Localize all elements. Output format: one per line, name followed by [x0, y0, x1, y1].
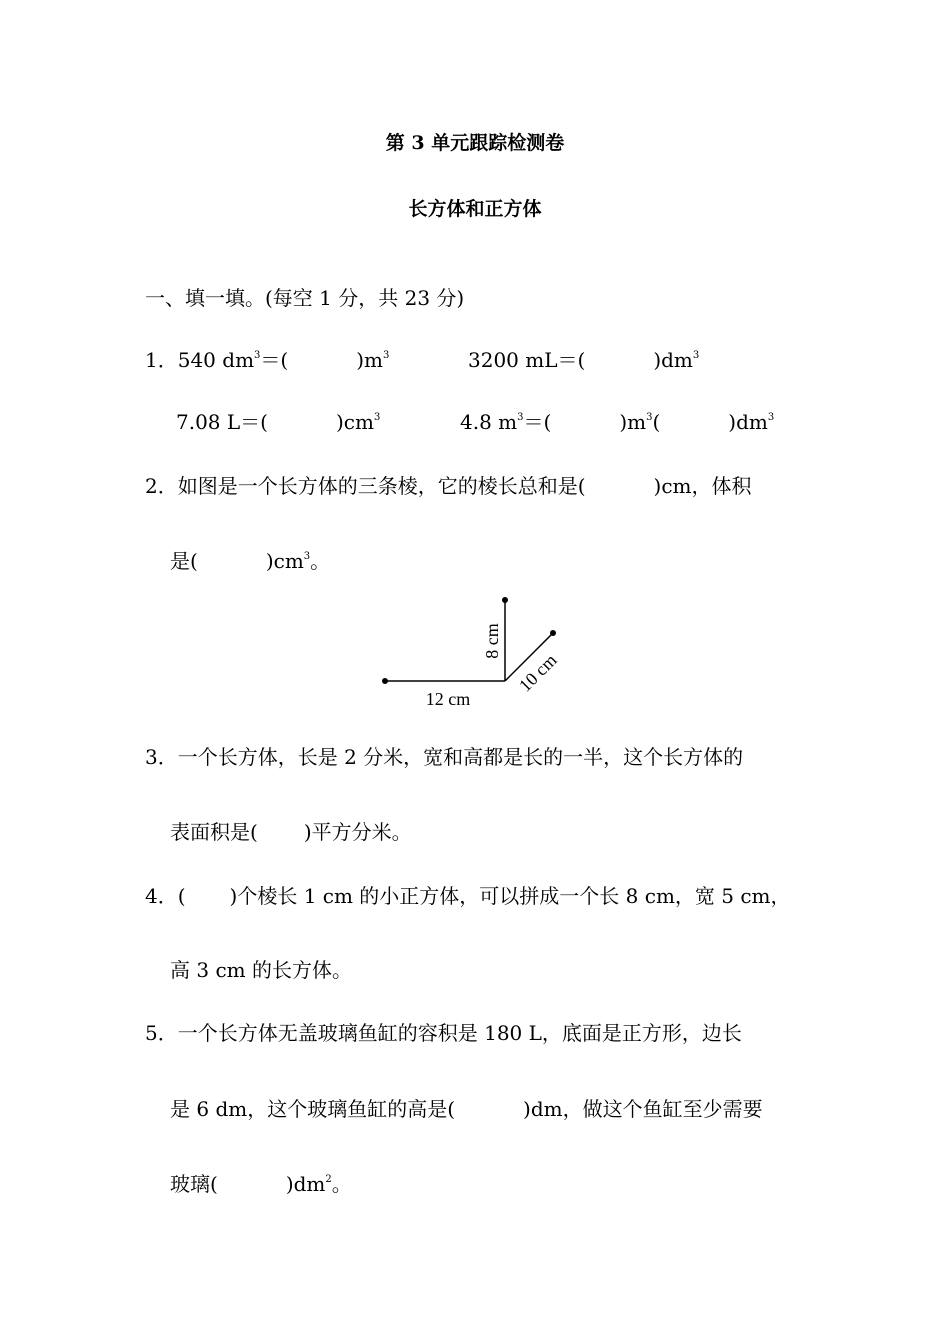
question-number: 5．: [145, 1021, 178, 1045]
cuboid-edges-figure: [370, 590, 590, 715]
question-1-line-1-part-2: 3200 mL＝( )$dm^3$: [468, 348, 700, 372]
question-2-line-1: 2．如图是一个长方体的三条棱，它的棱长总和是( )cm，体积: [145, 474, 752, 498]
length-label: 12 cm: [425, 689, 471, 709]
question-2-line-2: 是( )$cm^3$。: [170, 549, 331, 573]
question-3-line-1: 3．一个长方体，长是 2 分米，宽和高都是长的一半，这个长方体的: [145, 745, 744, 769]
page-title: 第 3 单元跟踪检测卷: [385, 132, 565, 154]
question-4-line-2: 高 3 cm 的长方体。: [170, 958, 352, 982]
endpoint-dot: [382, 678, 388, 684]
question-1-line-2: 7.08 L＝( )$cm^3$: [176, 410, 381, 434]
question-5-line-2: 是 6 dm，这个玻璃鱼缸的高是( )dm，做这个鱼缸至少需要: [170, 1097, 763, 1121]
question-5-line-3: 玻璃( )$dm^2$。: [170, 1172, 352, 1196]
width-label: 10 cm: [514, 649, 561, 696]
page-subtitle: 长方体和正方体: [408, 198, 542, 220]
question-5-line-1: 5．一个长方体无盖玻璃鱼缸的容积是 180 L，底面是正方形，边长: [145, 1021, 742, 1045]
question-4-line-1: 4．( )个棱长 1 cm 的小正方体，可以拼成一个长 8 cm，宽 5 cm，: [145, 884, 791, 908]
question-3-line-2: 表面积是( )平方分米。: [170, 820, 412, 844]
endpoint-dot: [502, 597, 508, 603]
endpoint-dot: [550, 630, 556, 636]
height-label: 8 cm: [482, 623, 502, 659]
question-number: 2．: [145, 474, 178, 498]
question-number: 4．: [145, 884, 178, 908]
question-number: 3．: [145, 745, 178, 769]
question-1-line-2-part-2: 4.8 $m^3=$( )$m^3$( )$dm^3$: [460, 410, 775, 434]
question-1-line-1: 1．540 $dm^3=$( )$m^3$: [145, 348, 390, 372]
question-number: 1．: [145, 348, 178, 372]
section-heading: 一、填一填。(每空 1 分，共 23 分): [145, 286, 465, 310]
